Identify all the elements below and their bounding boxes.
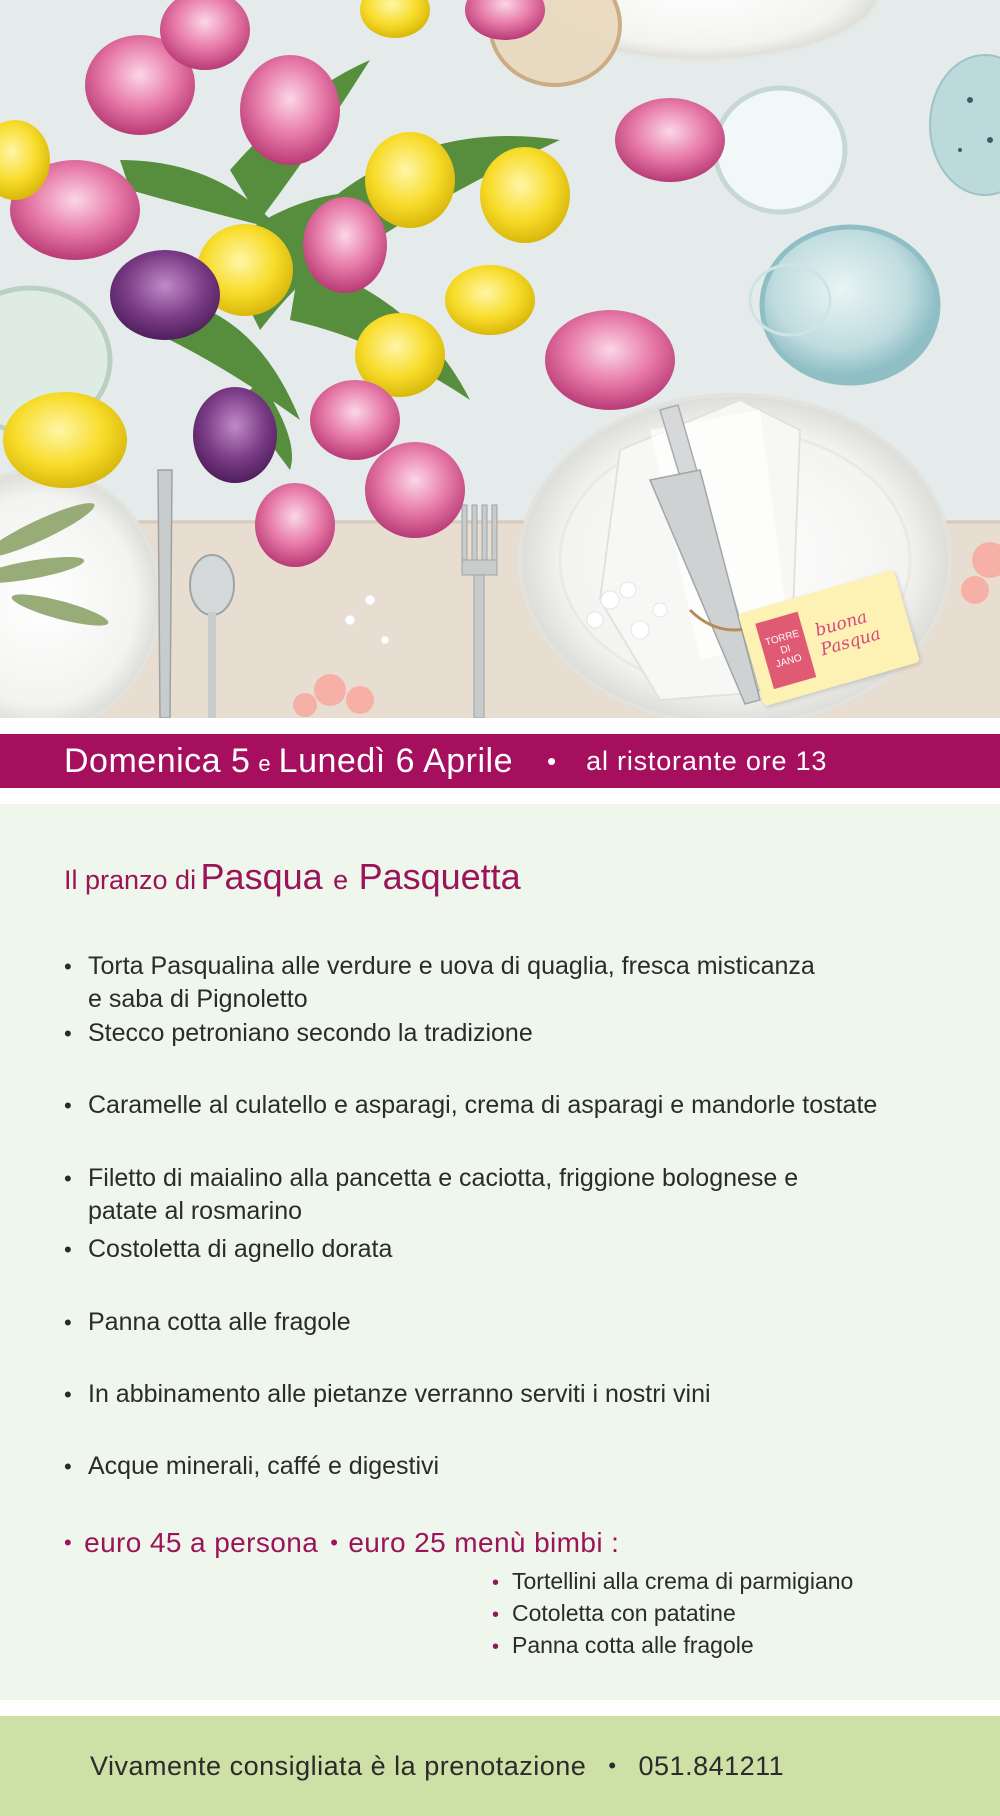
date-banner <box>0 734 1000 788</box>
time-label: al ristorante ore 13 <box>586 745 828 776</box>
menu-item-text: Acque minerali, caffé e digestivi <box>88 1452 440 1480</box>
menu-title <box>64 856 521 898</box>
title-and: e <box>333 865 349 895</box>
tag-brand-text: TORRE DI JANO <box>764 628 804 671</box>
kids-bullet: • <box>492 1572 500 1594</box>
day1-label: Domenica 5 <box>64 741 251 780</box>
menu-item <box>64 1450 439 1483</box>
menu-item <box>64 1162 798 1228</box>
title-pasquetta: Pasquetta <box>358 856 521 897</box>
price-kids: euro 25 menù bimbi : <box>348 1527 620 1558</box>
menu-panel <box>0 804 1000 1700</box>
menu-item <box>64 1306 351 1339</box>
kids-menu-list <box>492 1566 853 1662</box>
menu-item <box>64 1089 877 1122</box>
kids-bullet: • <box>492 1636 500 1658</box>
day2-label: Lunedì 6 Aprile <box>278 741 514 780</box>
phone-number[interactable]: 051.841211 <box>638 1750 785 1781</box>
title-pasqua: Pasqua <box>200 856 323 897</box>
price-adult: euro 45 a persona <box>84 1527 319 1558</box>
menu-item <box>64 1233 392 1266</box>
menu-bullet: • <box>64 1382 72 1407</box>
menu-item-text: Panna cotta alle fragole <box>88 1308 351 1336</box>
menu-bullet: • <box>64 1093 72 1118</box>
conjunction-label: e <box>258 751 271 776</box>
menu-item <box>64 1017 533 1050</box>
menu-item-text: Filetto di maialino alla pancetta e caciotta, friggione bolognese e <box>88 1164 799 1192</box>
tag-greeting: buona Pasqua <box>812 607 884 661</box>
menu-bullet: • <box>64 1166 72 1191</box>
price-bullet: • <box>330 1530 339 1555</box>
title-prefix: Il pranzo di <box>64 865 197 895</box>
menu-item-text-line2: e saba di Pignoletto <box>88 985 308 1013</box>
price-bullet: • <box>64 1530 73 1555</box>
reservation-text: Vivamente consigliata è la prenotazione <box>90 1750 587 1781</box>
menu-bullet: • <box>64 1237 72 1262</box>
hero-table-image <box>0 0 1000 718</box>
menu-item-text: Caramelle al culatello e asparagi, crema di asparagi e mandorle tostate <box>88 1091 878 1119</box>
kids-bullet: • <box>492 1604 500 1626</box>
menu-bullet: • <box>64 954 72 979</box>
menu-item-text: In abbinamento alle pietanze verranno serviti i nostri vini <box>88 1380 711 1408</box>
menu-item <box>64 950 815 1016</box>
menu-item <box>64 1378 711 1411</box>
kids-menu-item <box>492 1566 853 1598</box>
kids-menu-item-text: Panna cotta alle fragole <box>512 1632 754 1658</box>
menu-bullet: • <box>64 1021 72 1046</box>
menu-item-text: Stecco petroniano secondo la tradizione <box>88 1019 533 1047</box>
banner-bullet: • <box>547 745 557 776</box>
menu-bullet: • <box>64 1454 72 1479</box>
price-line <box>64 1527 619 1559</box>
menu-item-text: Costoletta di agnello dorata <box>88 1235 393 1263</box>
reservation-footer <box>0 1716 1000 1816</box>
menu-bullet: • <box>64 1310 72 1335</box>
kids-menu-item <box>492 1630 853 1662</box>
footer-bullet: • <box>608 1753 617 1778</box>
menu-item-text: Torta Pasqualina alle verdure e uova di quaglia, fresca misticanza <box>88 952 815 980</box>
kids-menu-item-text: Tortellini alla crema di parmigiano <box>512 1568 854 1594</box>
kids-menu-item <box>492 1598 853 1630</box>
kids-menu-item-text: Cotoletta con patatine <box>512 1600 736 1626</box>
menu-item-text-line2: patate al rosmarino <box>88 1197 303 1225</box>
tag-brand-logo <box>755 612 816 689</box>
